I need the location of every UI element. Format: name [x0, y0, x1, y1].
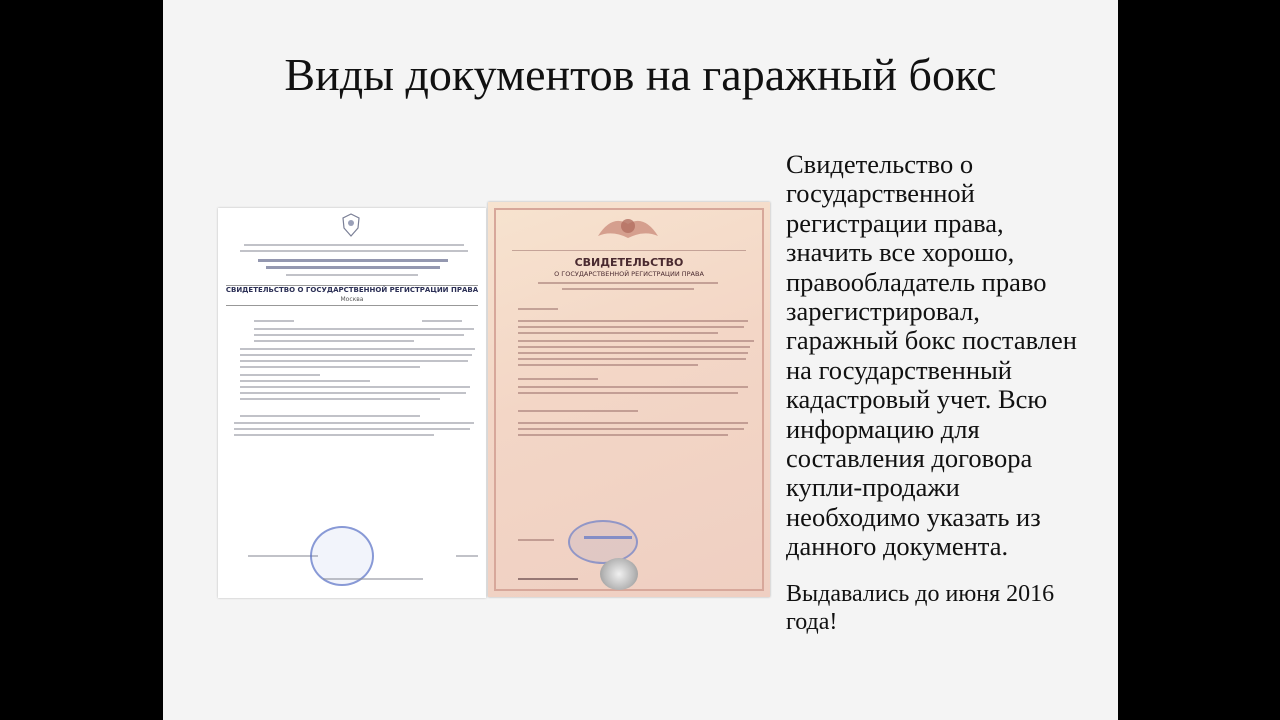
issue-note: Выдавались до июня 2016 года!: [786, 581, 1055, 635]
rf-hologram-icon: [600, 558, 638, 590]
certificate-image-pink: [488, 202, 770, 597]
blue-stamp: [310, 526, 374, 586]
pink-doc-heading: СВИДЕТЕЛЬСТВО: [574, 256, 684, 269]
description-text: Свидетельство о государственной регистрации права, значить все хорошо, правообладатель право зарегистрировал, гаражный бокс поставлен на государственный кадастровый учет. Всю информацию для составления договора купли-продажи необходимо указать из данного документа.: [786, 149, 1077, 562]
slide: [163, 0, 1118, 720]
slide-title: Виды документов на гаражный бокс: [284, 49, 997, 100]
white-doc-city: Москва: [340, 296, 364, 303]
pink-doc-subheading: О ГОСУДАРСТВЕННОЙ РЕГИСТРАЦИИ ПРАВА: [554, 270, 704, 278]
certificate-image-white: [218, 208, 486, 598]
eagle-emblem-icon: [592, 208, 664, 250]
white-doc-heading: СВИДЕТЕЛЬСТВО О ГОСУДАРСТВЕННОЙ РЕГИСТРАЦИИ ПРАВА: [225, 286, 479, 294]
pink-doc-stamp: [568, 520, 638, 564]
coat-of-arms-icon: [340, 212, 362, 238]
